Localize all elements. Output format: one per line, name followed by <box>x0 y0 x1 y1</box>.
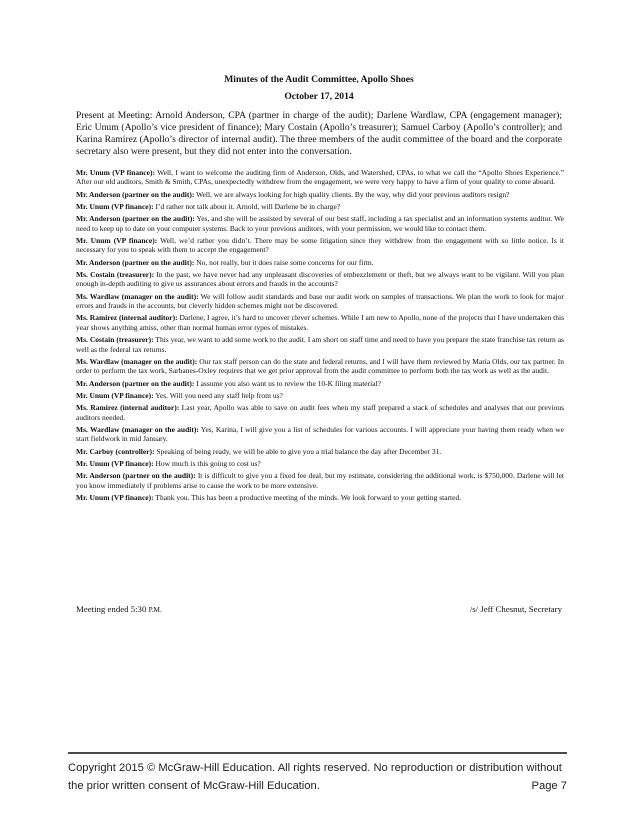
speaker-name: Ms. Costain (treasurer): <box>76 270 155 279</box>
speaker-statement: Yes, and she will be assisted by several of our best staff, including a tax specialist and an information systems auditor. We need to keep up to date on your computer systems. Back to your previous auditors, with your permission, we would like to contact them. <box>76 214 564 233</box>
title-block <box>0 74 638 103</box>
speaker-name: Mr. Anderson (partner on the audit): <box>76 471 196 481</box>
dialogue-entry <box>76 493 564 502</box>
dialogue-entry <box>76 168 564 187</box>
meeting-ended-time: Meeting ended 5:30 <box>76 604 149 614</box>
speaker-name: Mr. Anderson (partner on the audit): <box>76 257 195 267</box>
dialogue-entry <box>76 190 564 199</box>
dialogue-entry <box>76 270 564 289</box>
dialogue-entry <box>76 447 564 456</box>
dialogue-section <box>76 168 564 505</box>
page-number: Page 7 <box>531 780 567 792</box>
speaker-statement: Last year, Apollo was able to save on audit fees when my staff prepared a stack of schedules and analyses that our previous auditors needed. <box>76 403 564 422</box>
dialogue-entry <box>76 313 564 332</box>
copyright-line-2 <box>68 777 567 795</box>
speaker-statement: No, not really, but it does raise some concerns for our firm. <box>194 257 374 267</box>
dialogue-entry <box>76 357 564 376</box>
speaker-statement: We will follow audit standards and base our audit work on samples of transactions. We plan the work to look for major errors and frauds in the accounts, but cleverly hidden schemes might not be discovered. <box>76 291 564 311</box>
dialogue-entry <box>76 425 564 444</box>
dialogue-entry <box>76 403 564 422</box>
meeting-ended <box>76 604 162 616</box>
attendance-paragraph: Present at Meeting: Arnold Anderson, CPA (partner in charge of the audit); Darlene Wardlaw, CPA (engagement manager); Eric Unum (Apollo’s vice president of finance); Mary Costain (Apollo’s treasurer); Samuel Carboy (Apollo’s controller); and Karina Ramirez (Apollo’s director of internal audit). The three members of the audit committee of the board and the corporate secretary also were present, but they did not enter into the conversation. <box>76 110 562 157</box>
dialogue-entry <box>76 459 564 468</box>
speaker-name: Mr. Unum (VP finance): <box>76 390 154 400</box>
speaker-statement: In the past, we have never had any unpleasant discoveries of embezzlement or theft, but we always want to be vigilant. Will you plan enough in-depth auditing to give us assurances about errors and frauds in the accounts? <box>76 270 565 289</box>
speaker-statement: I assume you also want us to review the 10-K filing material? <box>194 378 381 388</box>
speaker-statement: Well, we’d rather you didn’t. There may be some litigation since they withdrew from the engagement with so little notice. Is it necessary for you to speak with them to accept the engagement? <box>76 236 564 255</box>
speaker-name: Ms. Ramirez (internal auditor): <box>76 313 178 323</box>
speaker-statement: I’d rather not talk about it. Arnold, will Darlene be in charge? <box>153 202 341 211</box>
dialogue-entry <box>76 292 564 311</box>
copyright-line-2-text: the prior written consent of McGraw-Hill Education. <box>68 780 320 792</box>
document-date: October 17, 2014 <box>284 91 354 102</box>
speaker-name: Ms. Wardlaw (manager on the audit): <box>76 291 199 301</box>
speaker-name: Ms. Costain (treasurer): <box>76 335 154 345</box>
speaker-statement: This year, we want to add some work to the audit. I am short on staff time and need to have you prepare the state franchise tax return as well as the federal tax returns. <box>76 335 564 354</box>
speaker-name: Ms. Wardlaw (manager on the audit): <box>76 356 198 366</box>
speaker-name: Mr. Unum (VP finance): <box>76 236 158 245</box>
dialogue-entry <box>76 202 564 211</box>
speaker-name: Mr. Unum (VP finance): <box>76 492 154 502</box>
speaker-name: Mr. Anderson (partner on the audit): <box>76 189 195 199</box>
dialogue-entry <box>76 391 564 400</box>
speaker-name: Mr. Carboy (controller): <box>76 446 155 456</box>
meeting-ended-suffix: P.M. <box>148 606 162 614</box>
dialogue-entry <box>76 258 564 267</box>
speaker-statement: Well, we are always looking for high quality clients. By the way, why did your previous auditors resign? <box>194 189 510 199</box>
page-footer <box>68 759 567 795</box>
speaker-statement: Darlene, I agree, it’s hard to uncover clever schemes. While I am new to Apollo, none of the projects that I have undertaken this year shows anything amiss, other than normal human error types of mistakes. <box>76 313 564 332</box>
speaker-statement: Thank you. This has been a productive meeting of the minds. We look forward to your getting started. <box>153 492 462 502</box>
dialogue-entry <box>76 335 564 354</box>
speaker-statement: Speaking of being ready, we will be able to give you a trial balance the day after December 31. <box>154 446 442 456</box>
speaker-statement: It is difficult to give you a fixed fee deal, but my estimate, considering the additional work, is $750,000. Darlene will let you know immediately if problems arise to cause the work to be more extensive. <box>76 471 564 490</box>
speaker-name: Ms. Wardlaw (manager on the audit): <box>76 424 199 434</box>
speaker-statement: Yes, Karina, I will give you a list of schedules for various accounts. I will appreciate your having them ready when we start fieldwork in mid January. <box>76 424 564 444</box>
dialogue-entry <box>76 471 564 490</box>
speaker-statement: Yes. Will you need any staff help from us? <box>153 390 283 400</box>
secretary-signature: /s/ Jeff Chesnut, Secretary <box>469 604 562 614</box>
dialogue-entry <box>76 214 564 233</box>
speaker-name: Mr. Anderson (partner on the audit): <box>76 378 195 388</box>
copyright-line-1: Copyright 2015 © McGraw-Hill Education. All rights reserved. No reproduction or distribution without <box>68 762 562 774</box>
speaker-name: Ms. Ramirez (internal auditor): <box>76 403 180 413</box>
document-title: Minutes of the Audit Committee, Apollo Shoes <box>224 74 414 85</box>
closing-line <box>76 604 562 616</box>
dialogue-entry <box>76 236 564 255</box>
speaker-name: Mr. Anderson (partner on the audit): <box>76 214 195 224</box>
speaker-name: Mr. Unum (VP finance): <box>76 458 154 468</box>
speaker-statement: Well, I want to welcome the auditing firm of Anderson, Olds, and Watershed, CPAs, to what we call the “Apollo Shoes Experience.” After our old auditors, Smith & Smith, CPAs, unexpectedly withdrew from the engagement, we were very happy to have a firm of your quality to come aboard. <box>76 168 564 187</box>
speaker-statement: How much is this going to cost us? <box>153 458 261 468</box>
speaker-statement: Our tax staff person can do the state and federal returns, and I will have them reviewed by Maria Olds, our tax partner. In order to perform the tax work, Sarbanes-Oxley requires that we get prior approval from the audit committee to perform both the tax work as well as the audit. <box>76 356 564 376</box>
speaker-name: Mr. Unum (VP finance): <box>76 168 155 177</box>
speaker-name: Mr. Unum (VP finance): <box>76 202 154 211</box>
dialogue-entry <box>76 379 564 388</box>
footer-divider <box>68 752 567 754</box>
